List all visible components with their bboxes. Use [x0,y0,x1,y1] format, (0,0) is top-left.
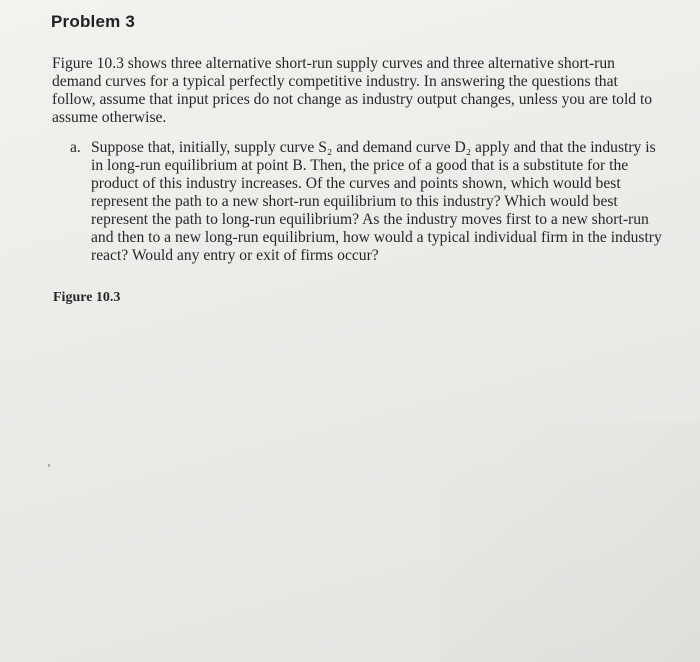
problem-intro: Figure 10.3 shows three alternative short-run supply curves and three alternative short-run demand curves for a typical perfectly competitive industry. In answering the questions that follow, assume that input prices do not change as industry output changes, unless you are told to assume otherwise. [52,55,653,126]
figure-label: Figure 10.3 [53,290,121,305]
lighting-shade [440,422,700,662]
question-marker: a. [70,139,81,156]
question-text: Suppose that, initially, supply curve S₂ and demand curve D₂ apply and that the industry is in long-run equilibrium at point B. Then, the price of a good that is a substitute for the product of this industry increases. Of the curves and points shown, which would best represent the path to a new short-run equilibrium to this industry? Which would best represent the path to long-run equilibrium? As the industry moves first to a new short-run and then to a new long-run equilibrium, how would a typical individual firm in the industry react? Would any entry or exit of firms occur? [91,139,662,264]
paper-mark [48,464,50,467]
question-item [70,139,665,265]
problem-title: Problem 3 [51,12,135,31]
